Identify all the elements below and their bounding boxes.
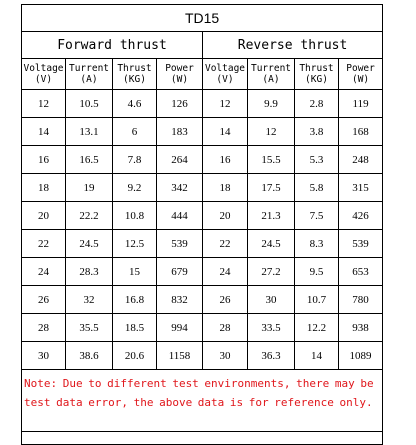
- fwd-thrust-header: [113, 59, 157, 90]
- rev-voltage-cell: 16: [203, 146, 248, 174]
- table-title: TD15: [22, 5, 383, 32]
- rev-current-cell: 21.3: [248, 202, 295, 230]
- table-row: [22, 90, 383, 118]
- forward-thrust-heading: Forward thrust: [22, 32, 203, 59]
- fwd-power-cell: 264: [157, 146, 203, 174]
- column-name: Turrent: [250, 63, 292, 74]
- rev-current-cell: 24.5: [248, 230, 295, 258]
- fwd-current-cell: 22.2: [66, 202, 113, 230]
- column-name: Thrust: [117, 63, 152, 74]
- fwd-power-cell: 183: [157, 118, 203, 146]
- rev-thrust-cell: 14: [295, 342, 339, 370]
- fwd-voltage-cell: 18: [22, 174, 66, 202]
- fwd-current-cell: 28.3: [66, 258, 113, 286]
- column-name: Thrust: [299, 63, 334, 74]
- fwd-current-cell: 35.5: [66, 314, 113, 342]
- rev-voltage-cell: 12: [203, 90, 248, 118]
- rev-voltage-cell: 26: [203, 286, 248, 314]
- fwd-voltage-cell: 12: [22, 90, 66, 118]
- rev-power-cell: 315: [339, 174, 383, 202]
- fwd-power-cell: 1158: [157, 342, 203, 370]
- fwd-current-cell: 19: [66, 174, 113, 202]
- rev-thrust-header: [295, 59, 339, 90]
- spec-sheet: [21, 4, 383, 432]
- rev-voltage-cell: 18: [203, 174, 248, 202]
- fwd-voltage-cell: 14: [22, 118, 66, 146]
- fwd-current-header: [66, 59, 113, 90]
- fwd-thrust-cell: 7.8: [113, 146, 157, 174]
- disclaimer-note: Note: Due to different test environments, there may be test data error, the above data is for reference only.: [22, 370, 383, 445]
- rev-voltage-cell: 20: [203, 202, 248, 230]
- fwd-thrust-cell: 4.6: [113, 90, 157, 118]
- fwd-thrust-cell: 10.8: [113, 202, 157, 230]
- rev-current-cell: 17.5: [248, 174, 295, 202]
- column-unit: (W): [170, 74, 189, 85]
- note-row: [22, 370, 383, 445]
- rev-current-cell: 15.5: [248, 146, 295, 174]
- fwd-voltage-cell: 30: [22, 342, 66, 370]
- rev-current-cell: 12: [248, 118, 295, 146]
- fwd-current-cell: 16.5: [66, 146, 113, 174]
- fwd-thrust-cell: 6: [113, 118, 157, 146]
- column-name: Power: [165, 63, 194, 74]
- fwd-voltage-cell: 26: [22, 286, 66, 314]
- fwd-current-cell: 38.6: [66, 342, 113, 370]
- rev-power-cell: 426: [339, 202, 383, 230]
- fwd-thrust-cell: 15: [113, 258, 157, 286]
- fwd-current-cell: 10.5: [66, 90, 113, 118]
- rev-power-header: [339, 59, 383, 90]
- rev-thrust-cell: 8.3: [295, 230, 339, 258]
- rev-power-cell: 248: [339, 146, 383, 174]
- rev-thrust-cell: 10.7: [295, 286, 339, 314]
- column-name: Voltage: [204, 63, 246, 74]
- fwd-power-header: [157, 59, 203, 90]
- rev-voltage-cell: 28: [203, 314, 248, 342]
- table-row: [22, 146, 383, 174]
- table-row: [22, 314, 383, 342]
- rev-thrust-cell: 5.3: [295, 146, 339, 174]
- table-row: [22, 118, 383, 146]
- column-unit: (V): [216, 74, 234, 85]
- rev-power-cell: 168: [339, 118, 383, 146]
- fwd-thrust-cell: 18.5: [113, 314, 157, 342]
- column-unit: (W): [351, 74, 370, 85]
- rev-voltage-cell: 14: [203, 118, 248, 146]
- fwd-voltage-cell: 28: [22, 314, 66, 342]
- table-row: [22, 286, 383, 314]
- table-row: [22, 258, 383, 286]
- rev-thrust-cell: 2.8: [295, 90, 339, 118]
- rev-power-cell: 119: [339, 90, 383, 118]
- column-unit: (V): [34, 74, 53, 85]
- fwd-power-cell: 679: [157, 258, 203, 286]
- rev-current-cell: 27.2: [248, 258, 295, 286]
- fwd-voltage-header: [22, 59, 66, 90]
- fwd-thrust-cell: 9.2: [113, 174, 157, 202]
- rev-thrust-cell: 5.8: [295, 174, 339, 202]
- fwd-power-cell: 126: [157, 90, 203, 118]
- column-name: Voltage: [23, 63, 64, 74]
- fwd-voltage-cell: 22: [22, 230, 66, 258]
- column-unit: (A): [80, 74, 98, 85]
- reverse-thrust-heading: Reverse thrust: [203, 32, 383, 59]
- fwd-thrust-cell: 20.6: [113, 342, 157, 370]
- rev-power-cell: 653: [339, 258, 383, 286]
- column-header-row: [22, 59, 383, 90]
- rev-voltage-header: [203, 59, 248, 90]
- fwd-power-cell: 994: [157, 314, 203, 342]
- table-row: [22, 174, 383, 202]
- fwd-thrust-cell: 12.5: [113, 230, 157, 258]
- thrust-table: [21, 4, 383, 445]
- group-row: [22, 32, 383, 59]
- fwd-thrust-cell: 16.8: [113, 286, 157, 314]
- rev-current-cell: 30: [248, 286, 295, 314]
- rev-power-cell: 780: [339, 286, 383, 314]
- fwd-current-cell: 24.5: [66, 230, 113, 258]
- column-name: Turrent: [68, 63, 110, 74]
- column-unit: (KG): [123, 74, 146, 85]
- rev-voltage-cell: 24: [203, 258, 248, 286]
- rev-thrust-cell: 3.8: [295, 118, 339, 146]
- fwd-power-cell: 444: [157, 202, 203, 230]
- rev-voltage-cell: 22: [203, 230, 248, 258]
- rev-current-cell: 33.5: [248, 314, 295, 342]
- fwd-current-cell: 32: [66, 286, 113, 314]
- table-row: [22, 342, 383, 370]
- fwd-voltage-cell: 20: [22, 202, 66, 230]
- rev-thrust-cell: 12.2: [295, 314, 339, 342]
- fwd-power-cell: 539: [157, 230, 203, 258]
- column-unit: (A): [262, 74, 280, 85]
- fwd-power-cell: 342: [157, 174, 203, 202]
- rev-thrust-cell: 9.5: [295, 258, 339, 286]
- rev-power-cell: 938: [339, 314, 383, 342]
- fwd-voltage-cell: 16: [22, 146, 66, 174]
- fwd-voltage-cell: 24: [22, 258, 66, 286]
- rev-current-header: [248, 59, 295, 90]
- rev-voltage-cell: 30: [203, 342, 248, 370]
- fwd-power-cell: 832: [157, 286, 203, 314]
- rev-current-cell: 36.3: [248, 342, 295, 370]
- table-row: [22, 230, 383, 258]
- title-row: [22, 5, 383, 32]
- table-row: [22, 202, 383, 230]
- rev-power-cell: 539: [339, 230, 383, 258]
- rev-power-cell: 1089: [339, 342, 383, 370]
- fwd-current-cell: 13.1: [66, 118, 113, 146]
- column-name: Power: [346, 63, 375, 74]
- rev-thrust-cell: 7.5: [295, 202, 339, 230]
- column-unit: (KG): [305, 74, 328, 85]
- rev-current-cell: 9.9: [248, 90, 295, 118]
